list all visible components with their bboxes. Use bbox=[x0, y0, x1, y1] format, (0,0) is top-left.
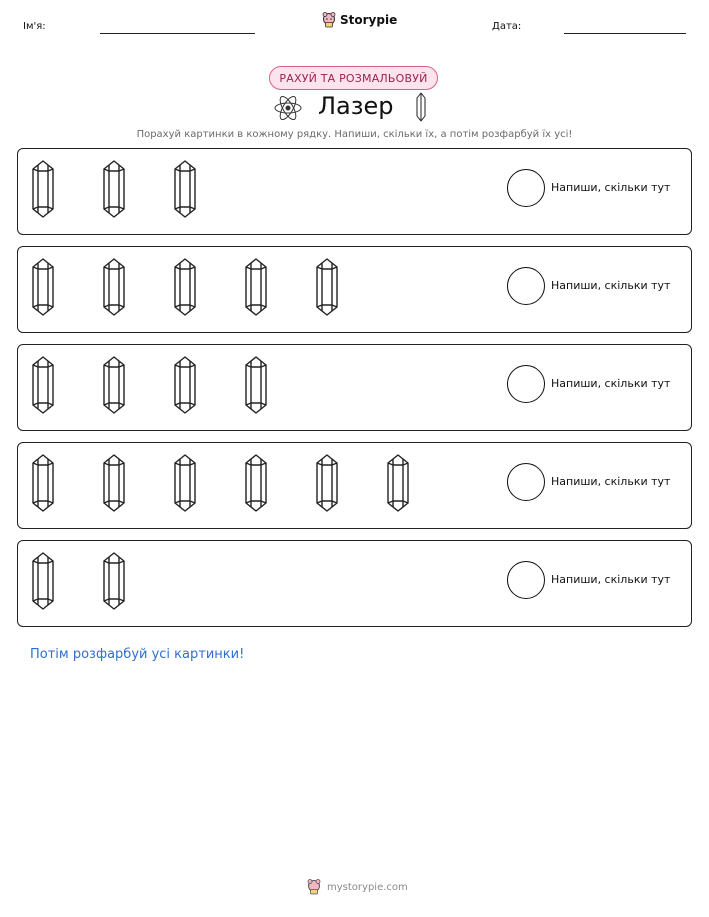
crystal-icon bbox=[173, 453, 197, 513]
crystal-icon bbox=[102, 159, 126, 219]
answer-circle[interactable] bbox=[507, 561, 545, 599]
storypie-mascot-icon bbox=[322, 12, 336, 28]
storypie-mascot-icon bbox=[307, 879, 321, 895]
crystal-icon bbox=[173, 355, 197, 415]
crystal-icon bbox=[315, 453, 339, 513]
website-url[interactable]: mystorypie.com bbox=[327, 881, 408, 893]
name-line[interactable] bbox=[100, 33, 255, 34]
crystal-icon bbox=[244, 453, 268, 513]
name-label: Ім'я: bbox=[23, 21, 46, 32]
crystal-icon bbox=[173, 159, 197, 219]
counting-row bbox=[17, 344, 692, 431]
activity-badge: РАХУЙ ТА РОЗМАЛЬОВУЙ bbox=[269, 66, 438, 90]
answer-circle[interactable] bbox=[507, 365, 545, 403]
crystal-icon bbox=[31, 159, 55, 219]
answer-prompt: Напиши, скільки тут bbox=[551, 181, 671, 194]
answer-prompt: Напиши, скільки тут bbox=[551, 475, 671, 488]
brand-name: Storypie bbox=[340, 13, 398, 27]
crystal-icon bbox=[102, 257, 126, 317]
counting-row bbox=[17, 442, 692, 529]
answer-prompt: Напиши, скільки тут bbox=[551, 377, 671, 390]
worksheet-header bbox=[0, 0, 709, 50]
answer-prompt: Напиши, скільки тут bbox=[551, 279, 671, 292]
answer-circle[interactable] bbox=[507, 463, 545, 501]
crystal-icon bbox=[31, 551, 55, 611]
coloring-instruction: Потім розфарбуй усі картинки! bbox=[30, 647, 245, 662]
counting-row bbox=[17, 148, 692, 235]
crystal-icon bbox=[386, 453, 410, 513]
title-row bbox=[0, 90, 709, 126]
instructions-text: Порахуй картинки в кожному рядку. Напиши, скільки їх, а потім розфарбуй їх усі! bbox=[136, 129, 573, 140]
answer-prompt: Напиши, скільки тут bbox=[551, 573, 671, 586]
brand-logo bbox=[322, 12, 397, 28]
crystal-icon bbox=[173, 257, 197, 317]
crystal-icon bbox=[244, 355, 268, 415]
date-label: Дата: bbox=[492, 21, 522, 32]
answer-circle[interactable] bbox=[507, 267, 545, 305]
website-footer bbox=[307, 879, 408, 895]
crystal-icon bbox=[31, 453, 55, 513]
crystal-icon bbox=[31, 355, 55, 415]
crystal-icon bbox=[315, 257, 339, 317]
crystal-icon bbox=[102, 355, 126, 415]
crystal-icon bbox=[102, 551, 126, 611]
crystal-icon bbox=[244, 257, 268, 317]
date-line[interactable] bbox=[564, 33, 686, 34]
crystal-icon bbox=[31, 257, 55, 317]
atom-icon bbox=[273, 92, 303, 124]
crystal-icon bbox=[102, 453, 126, 513]
answer-circle[interactable] bbox=[507, 169, 545, 207]
page-title: Лазер bbox=[318, 92, 394, 120]
counting-row bbox=[17, 540, 692, 627]
crystal-icon bbox=[414, 92, 428, 122]
counting-row bbox=[17, 246, 692, 333]
